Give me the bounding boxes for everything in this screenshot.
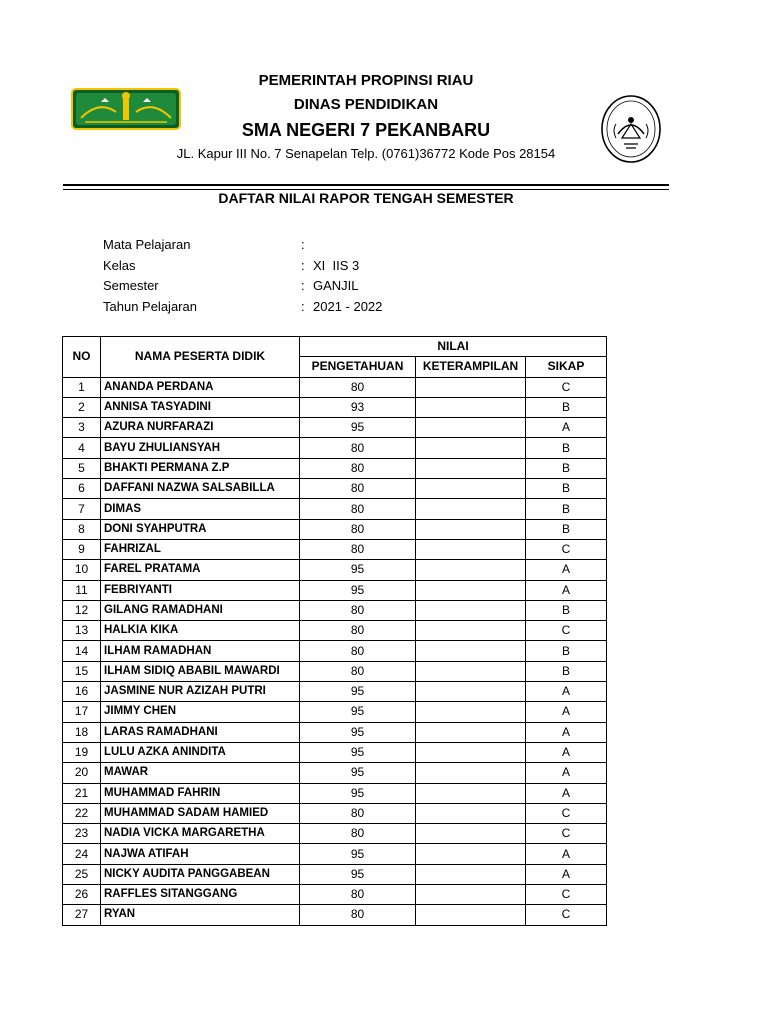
cell-name: FEBRIYANTI <box>101 580 300 600</box>
cell-no: 18 <box>63 722 101 742</box>
cell-pengetahuan: 80 <box>300 621 416 641</box>
info-colon: : <box>301 278 305 293</box>
cell-pengetahuan: 80 <box>300 803 416 823</box>
cell-sikap: C <box>526 621 607 641</box>
cell-no: 1 <box>63 377 101 397</box>
table-row <box>63 824 607 844</box>
cell-keterampilan <box>416 661 526 681</box>
cell-sikap: A <box>526 702 607 722</box>
cell-sikap: A <box>526 742 607 762</box>
cell-sikap: B <box>526 479 607 499</box>
cell-pengetahuan: 95 <box>300 722 416 742</box>
cell-sikap: A <box>526 418 607 438</box>
cell-keterampilan <box>416 864 526 884</box>
cell-pengetahuan: 95 <box>300 418 416 438</box>
cell-name: ILHAM SIDIQ ABABIL MAWARDI <box>101 661 300 681</box>
cell-pengetahuan: 80 <box>300 479 416 499</box>
cell-sikap: B <box>526 458 607 478</box>
table-row <box>63 905 607 925</box>
cell-sikap: B <box>526 438 607 458</box>
cell-pengetahuan: 95 <box>300 580 416 600</box>
cell-pengetahuan: 95 <box>300 702 416 722</box>
cell-no: 20 <box>63 763 101 783</box>
cell-name: GILANG RAMADHANI <box>101 600 300 620</box>
cell-no: 24 <box>63 844 101 864</box>
cell-no: 19 <box>63 742 101 762</box>
table-row <box>63 499 607 519</box>
cell-sikap: A <box>526 682 607 702</box>
cell-keterampilan <box>416 641 526 661</box>
cell-no: 23 <box>63 824 101 844</box>
cell-no: 9 <box>63 539 101 559</box>
cell-keterampilan <box>416 824 526 844</box>
cell-sikap: C <box>526 905 607 925</box>
cell-keterampilan <box>416 783 526 803</box>
cell-sikap: A <box>526 580 607 600</box>
cell-keterampilan <box>416 763 526 783</box>
cell-no: 3 <box>63 418 101 438</box>
col-header-keterampilan: KETERAMPILAN <box>416 357 526 377</box>
col-header-pengetahuan: PENGETAHUAN <box>300 357 416 377</box>
cell-no: 2 <box>63 397 101 417</box>
cell-keterampilan <box>416 621 526 641</box>
table-row <box>63 803 607 823</box>
cell-keterampilan <box>416 499 526 519</box>
col-header-name: NAMA PESERTA DIDIK <box>101 337 300 378</box>
cell-keterampilan <box>416 438 526 458</box>
cell-pengetahuan: 95 <box>300 682 416 702</box>
table-row <box>63 418 607 438</box>
cell-sikap: A <box>526 722 607 742</box>
col-header-sikap: SIKAP <box>526 357 607 377</box>
cell-pengetahuan: 93 <box>300 397 416 417</box>
cell-pengetahuan: 95 <box>300 560 416 580</box>
cell-pengetahuan: 80 <box>300 824 416 844</box>
cell-sikap: B <box>526 641 607 661</box>
cell-name: BHAKTI PERMANA Z.P <box>101 458 300 478</box>
cell-no: 16 <box>63 682 101 702</box>
table-row <box>63 519 607 539</box>
cell-pengetahuan: 95 <box>300 844 416 864</box>
info-colon: : <box>301 237 305 252</box>
table-row <box>63 641 607 661</box>
cell-no: 21 <box>63 783 101 803</box>
cell-keterampilan <box>416 702 526 722</box>
cell-keterampilan <box>416 539 526 559</box>
table-row <box>63 580 607 600</box>
cell-keterampilan <box>416 397 526 417</box>
cell-name: FAHRIZAL <box>101 539 300 559</box>
cell-pengetahuan: 80 <box>300 377 416 397</box>
cell-name: JIMMY CHEN <box>101 702 300 722</box>
cell-name: HALKIA KIKA <box>101 621 300 641</box>
cell-keterampilan <box>416 885 526 905</box>
cell-pengetahuan: 80 <box>300 519 416 539</box>
cell-keterampilan <box>416 418 526 438</box>
document-title: DAFTAR NILAI RAPOR TENGAH SEMESTER <box>218 190 514 206</box>
cell-no: 13 <box>63 621 101 641</box>
cell-sikap: A <box>526 864 607 884</box>
info-value: XI IIS 3 <box>313 257 360 273</box>
cell-keterampilan <box>416 458 526 478</box>
table-row <box>63 763 607 783</box>
cell-keterampilan <box>416 803 526 823</box>
table-row <box>63 885 607 905</box>
cell-sikap: C <box>526 824 607 844</box>
cell-no: 22 <box>63 803 101 823</box>
cell-pengetahuan: 80 <box>300 905 416 925</box>
cell-pengetahuan: 80 <box>300 600 416 620</box>
header-divider-thick <box>63 184 669 186</box>
cell-name: DONI SYAHPUTRA <box>101 519 300 539</box>
table-row <box>63 438 607 458</box>
cell-name: RYAN <box>101 905 300 925</box>
cell-sikap: B <box>526 661 607 681</box>
cell-name: ANANDA PERDANA <box>101 377 300 397</box>
cell-name: BAYU ZHULIANSYAH <box>101 438 300 458</box>
table-row <box>63 539 607 559</box>
cell-no: 26 <box>63 885 101 905</box>
cell-keterampilan <box>416 479 526 499</box>
table-row <box>63 783 607 803</box>
cell-sikap: C <box>526 539 607 559</box>
cell-no: 25 <box>63 864 101 884</box>
cell-pengetahuan: 95 <box>300 783 416 803</box>
table-row <box>63 377 607 397</box>
cell-sikap: C <box>526 885 607 905</box>
cell-name: FAREL PRATAMA <box>101 560 300 580</box>
cell-name: NADIA VICKA MARGARETHA <box>101 824 300 844</box>
cell-no: 10 <box>63 560 101 580</box>
table-row <box>63 397 607 417</box>
info-value: 2021 - 2022 <box>313 298 383 314</box>
cell-name: DAFFANI NAZWA SALSABILLA <box>101 479 300 499</box>
cell-name: LARAS RAMADHANI <box>101 722 300 742</box>
cell-keterampilan <box>416 722 526 742</box>
table-row <box>63 844 607 864</box>
cell-pengetahuan: 95 <box>300 864 416 884</box>
cell-no: 27 <box>63 905 101 925</box>
grades-table <box>62 336 607 926</box>
cell-name: NAJWA ATIFAH <box>101 844 300 864</box>
cell-name: JASMINE NUR AZIZAH PUTRI <box>101 682 300 702</box>
cell-pengetahuan: 80 <box>300 499 416 519</box>
cell-keterampilan <box>416 560 526 580</box>
table-row <box>63 621 607 641</box>
table-row <box>63 742 607 762</box>
cell-keterampilan <box>416 905 526 925</box>
table-row <box>63 722 607 742</box>
cell-pengetahuan: 80 <box>300 539 416 559</box>
cell-no: 5 <box>63 458 101 478</box>
table-row <box>63 682 607 702</box>
cell-sikap: A <box>526 844 607 864</box>
cell-no: 7 <box>63 499 101 519</box>
cell-keterampilan <box>416 377 526 397</box>
cell-sikap: A <box>526 763 607 783</box>
info-colon: : <box>301 298 305 314</box>
cell-sikap: C <box>526 803 607 823</box>
cell-no: 12 <box>63 600 101 620</box>
cell-sikap: A <box>526 783 607 803</box>
info-label: Kelas <box>103 257 136 273</box>
cell-pengetahuan: 95 <box>300 763 416 783</box>
cell-name: DIMAS <box>101 499 300 519</box>
cell-keterampilan <box>416 580 526 600</box>
cell-sikap: B <box>526 397 607 417</box>
table-row <box>63 600 607 620</box>
cell-pengetahuan: 80 <box>300 641 416 661</box>
cell-pengetahuan: 95 <box>300 742 416 762</box>
cell-pengetahuan: 80 <box>300 458 416 478</box>
table-row <box>63 479 607 499</box>
cell-pengetahuan: 80 <box>300 661 416 681</box>
table-row <box>63 661 607 681</box>
info-label: Tahun Pelajaran <box>103 298 197 314</box>
cell-name: MAWAR <box>101 763 300 783</box>
cell-sikap: A <box>526 560 607 580</box>
cell-no: 17 <box>63 702 101 722</box>
cell-keterampilan <box>416 742 526 762</box>
info-label: Semester <box>103 278 159 293</box>
cell-keterampilan <box>416 844 526 864</box>
cell-sikap: B <box>526 499 607 519</box>
cell-keterampilan <box>416 519 526 539</box>
header-government: PEMERINTAH PROPINSI RIAU <box>258 72 474 89</box>
col-header-nilai: NILAI <box>300 337 607 357</box>
cell-name: AZURA NURFARAZI <box>101 418 300 438</box>
table-row <box>63 864 607 884</box>
col-header-no: NO <box>63 337 101 378</box>
cell-sikap: B <box>526 519 607 539</box>
header-school-name: SMA NEGERI 7 PEKANBARU <box>241 120 491 140</box>
header-address: JL. Kapur III No. 7 Senapelan Telp. (0761)36772 Kode Pos 28154 <box>176 146 556 161</box>
cell-no: 11 <box>63 580 101 600</box>
cell-no: 14 <box>63 641 101 661</box>
cell-keterampilan <box>416 682 526 702</box>
cell-sikap: B <box>526 600 607 620</box>
cell-keterampilan <box>416 600 526 620</box>
cell-name: ANNISA TASYADINI <box>101 397 300 417</box>
cell-name: MUHAMMAD SADAM HAMIED <box>101 803 300 823</box>
cell-name: NICKY AUDITA PANGGABEAN <box>101 864 300 884</box>
table-row <box>63 702 607 722</box>
cell-pengetahuan: 80 <box>300 438 416 458</box>
cell-name: LULU AZKA ANINDITA <box>101 742 300 762</box>
table-row <box>63 458 607 478</box>
cell-no: 4 <box>63 438 101 458</box>
grades-table-body <box>63 377 607 925</box>
cell-no: 8 <box>63 519 101 539</box>
header-department: DINAS PENDIDIKAN <box>293 96 439 113</box>
cell-name: ILHAM RAMADHAN <box>101 641 300 661</box>
cell-pengetahuan: 80 <box>300 885 416 905</box>
table-row <box>63 560 607 580</box>
cell-name: RAFFLES SITANGGANG <box>101 885 300 905</box>
cell-name: MUHAMMAD FAHRIN <box>101 783 300 803</box>
cell-no: 6 <box>63 479 101 499</box>
info-label: Mata Pelajaran <box>103 237 191 252</box>
info-value: GANJIL <box>313 278 359 293</box>
cell-no: 15 <box>63 661 101 681</box>
info-colon: : <box>301 257 305 273</box>
cell-sikap: C <box>526 377 607 397</box>
